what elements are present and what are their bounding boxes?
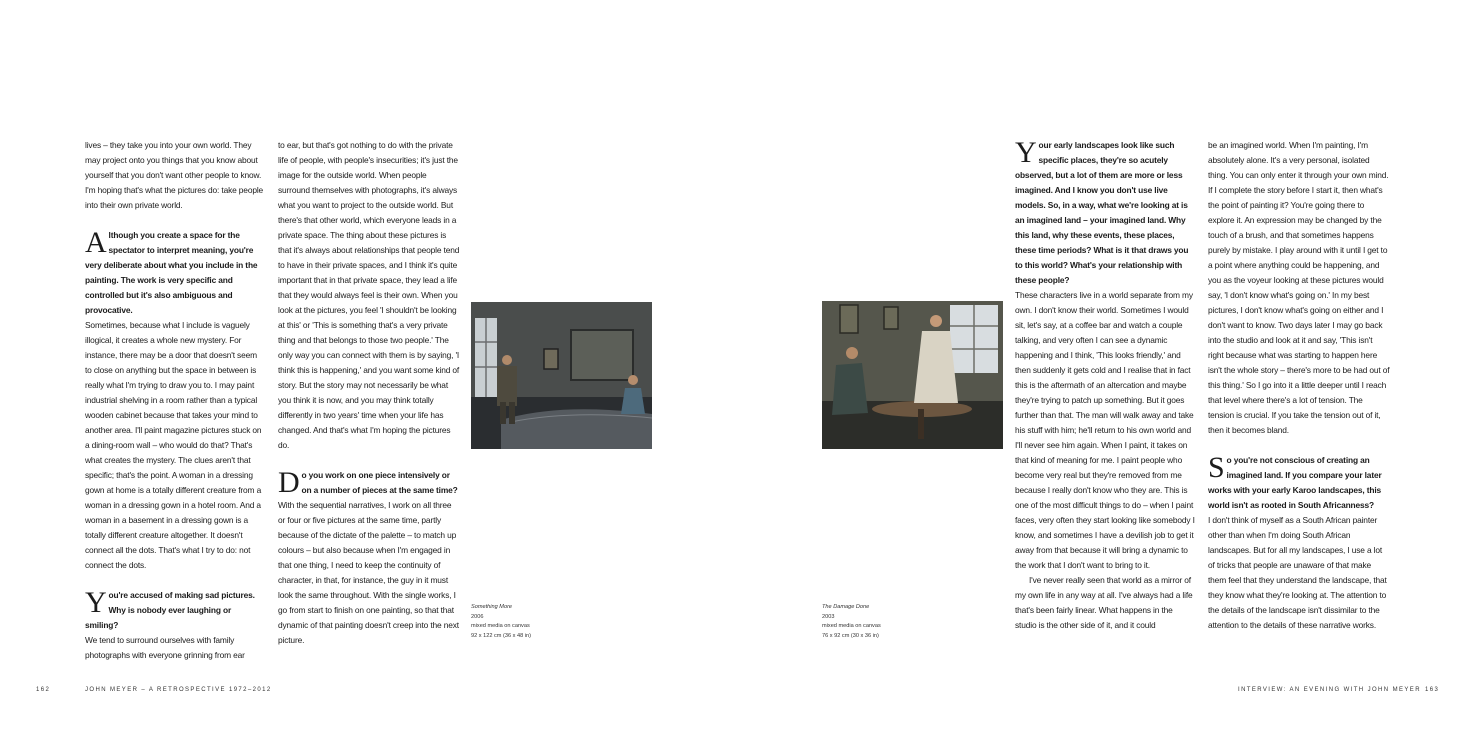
caption-the-damage-done [822, 603, 942, 641]
page-number-left: 162 [36, 687, 51, 693]
interview-question: Your early landscapes look like such specific places, they're so acutely observed, but a lot of them are more or less imagined. And I know you don't use live models. So, in a way, what we're looking at is an imagined land – your imagined land. Why this land, why these events, these places, these time periods? What is it that draws you to this world? What's your relationship with these people? [1015, 136, 1189, 285]
caption-year: 2006 [471, 613, 484, 620]
text-column-4 [1208, 138, 1390, 633]
interview-question: So you're not conscious of creating an imagined land. If you compare your later works with your early Karoo landscapes, this world isn't as rooted in South Africanness? [1208, 451, 1382, 510]
interview-question: You're accused of making sad pictures. Why is nobody ever laughing or smiling? [85, 586, 255, 630]
caption-year: 2003 [822, 613, 835, 620]
interview-answer: Sometimes, because what I include is vaguely illogical, it creates a whole new mystery. For instance, there may be a door that doesn't seem to close on anything but the space in between is really what I'm trying to draw you to. I may paint industrial shelving in a room rather than a typical wooden cabinet because that takes your mind to another area. I'll paint magazine pictures stuck on a dining-room wall – who would do that? That's what creates the mystery. The clues aren't that specific; that's the point. A woman in a dressing gown at home is a totally different creature from a woman in a dressing gown in a hotel room. And a woman in a basement in a dressing gown is a totally different creature altogether. It doesn't connect all the dots. That's what I try to do: not connect the dots. [85, 320, 262, 570]
drop-cap: A [85, 226, 107, 259]
paragraph: to ear, but that's got nothing to do with the private life of people, with people's insecurities; it's just the image for the outside world. When people surround themselves with photographs, it's always what you want to project to the outside world. But there's that other world, which everyone leads in a private space. The thing about these pictures is that it's always about relationships that people tend to have in their private spaces, and I think it's quite important that in that private space, they lead a life that they would always feel is their own. When you look at the pictures, you feel 'I shouldn't be looking at this' or 'This is something that's a very private thing and that belongs to those two people.' The only way you can connect with them is by saying, 'I think this is happening,' and you want some kind of story. But the story may not necessarily be what you think it is now, and you may think totally differently in two years' time when your life has changed. And that's what I'm hoping the pictures do. [278, 140, 460, 450]
caption-something-more [471, 603, 591, 641]
text-column-2 [278, 138, 460, 648]
caption-size: 76 x 92 cm (30 x 36 in) [822, 632, 879, 639]
page-number-right: 163 [1425, 687, 1440, 693]
running-head-book-title: JOHN MEYER – A RETROSPECTIVE 1972–2012 [85, 687, 272, 693]
interview-answer: I don't think of myself as a South African painter other than when I'm doing South African landscapes. But for all my landscapes, I use a lot of tricks that people are unaware of that make them feel that they understand the landscape, that they know what they're looking at. The attention to the details of the landscape isn't dissimilar to the attention to the details of these narrative works. [1208, 515, 1387, 630]
paragraph: lives – they take you into your own world. They may project onto you things that you know about yourself that you don't want other people to know. I'm hoping that's what the pictures do: take people into their own private world. [85, 140, 264, 210]
paragraph: I've never really seen that world as a mirror of my own life in any way at all. I've always had a life that's been fairly linear. What happens in the studio is the other side of it, and it could [1015, 575, 1193, 630]
text-column-3 [1015, 138, 1195, 633]
caption-title: Something More [471, 604, 513, 610]
painting-something-more [471, 302, 652, 449]
caption-medium: mixed media on canvas [471, 623, 530, 630]
drop-cap: S [1208, 451, 1225, 484]
caption-medium: mixed media on canvas [822, 623, 881, 630]
drop-cap: D [278, 466, 300, 499]
interview-answer: We tend to surround ourselves with family photographs with everyone grinning from ear [85, 635, 245, 660]
drop-cap: Y [1015, 136, 1037, 169]
caption-size: 92 x 122 cm (36 x 48 in) [471, 632, 532, 639]
interview-answer: These characters live in a world separate from my own. I don't know their world. Sometimes I would sit, let's say, at a coffee bar and watch a couple talking, and very often I can see a dynamic happening and I think, 'This looks friendly,' and then suddenly it gets cold and I realise that in fact this is the aftermath of an altercation and maybe they're trying to patch up something. But it goes further than that. The man will walk away and take his stuff with him; he'll return to his own world and I'll never see him again. When I paint, it takes on that kind of meaning for me. I paint people who become very real but they're removed from me because I really don't know who they are. This is one of the most difficult things to do – when I paint faces, very often they start looking like somebody I know, and sometimes I have a devilish job to get it away from that because it will bring a dynamic to the work that I don't want to bring to it. [1015, 290, 1195, 570]
drop-cap: Y [85, 586, 107, 619]
running-head-section-title: INTERVIEW: AN EVENING WITH JOHN MEYER [1238, 687, 1421, 693]
painting-the-damage-done [822, 301, 1003, 449]
interview-question: Do you work on one piece intensively or on a number of pieces at the same time? [278, 466, 458, 499]
painting-image [471, 302, 652, 449]
interview-answer: With the sequential narratives, I work on all three or four or five pictures at the same time, partly because of the dictate of the palette – to match up colours – but also because when I'm engaged in that one thing, I need to keep the continuity of character, in that, for instance, the guy in it must look the same throughout. With the single works, I go from start to finish on one painting, so that that dynamic of that painting doesn't creep into the next picture. [278, 500, 459, 645]
text-column-1 [85, 138, 265, 663]
painting-image [822, 301, 1003, 449]
paragraph: be an imagined world. When I'm painting, I'm absolutely alone. It's a very personal, isolated thing. You can only enter it through your own mind. If I complete the story before I start it, then what's the point of painting it? You're going there to explore it. An expression may be changed by the touch of a brush, and that sometimes happens purely by mistake. I play around with it until I get to a point where anything could be happening, and you as the voyeur looking at these pictures would say, 'I don't know what's going on.' In my best pictures, I don't know what's going on either and I don't want to know. Two days later I may go back into the studio and look at it and say, 'This isn't right because what was starting to happen here isn't the whole story – there's more to be had out of this thing.' So I go into it a little deeper until I reach that level where there's a lot of tension. The tension is crucial. If you take the tension out of it, then it becomes bland. [1208, 140, 1390, 435]
caption-title: The Damage Done [822, 604, 870, 610]
interview-question: Although you create a space for the spectator to interpret meaning, you're very deliberate about what you include in the painting. The work is very specific and controlled but it's also ambiguous and provocative. [85, 226, 258, 315]
